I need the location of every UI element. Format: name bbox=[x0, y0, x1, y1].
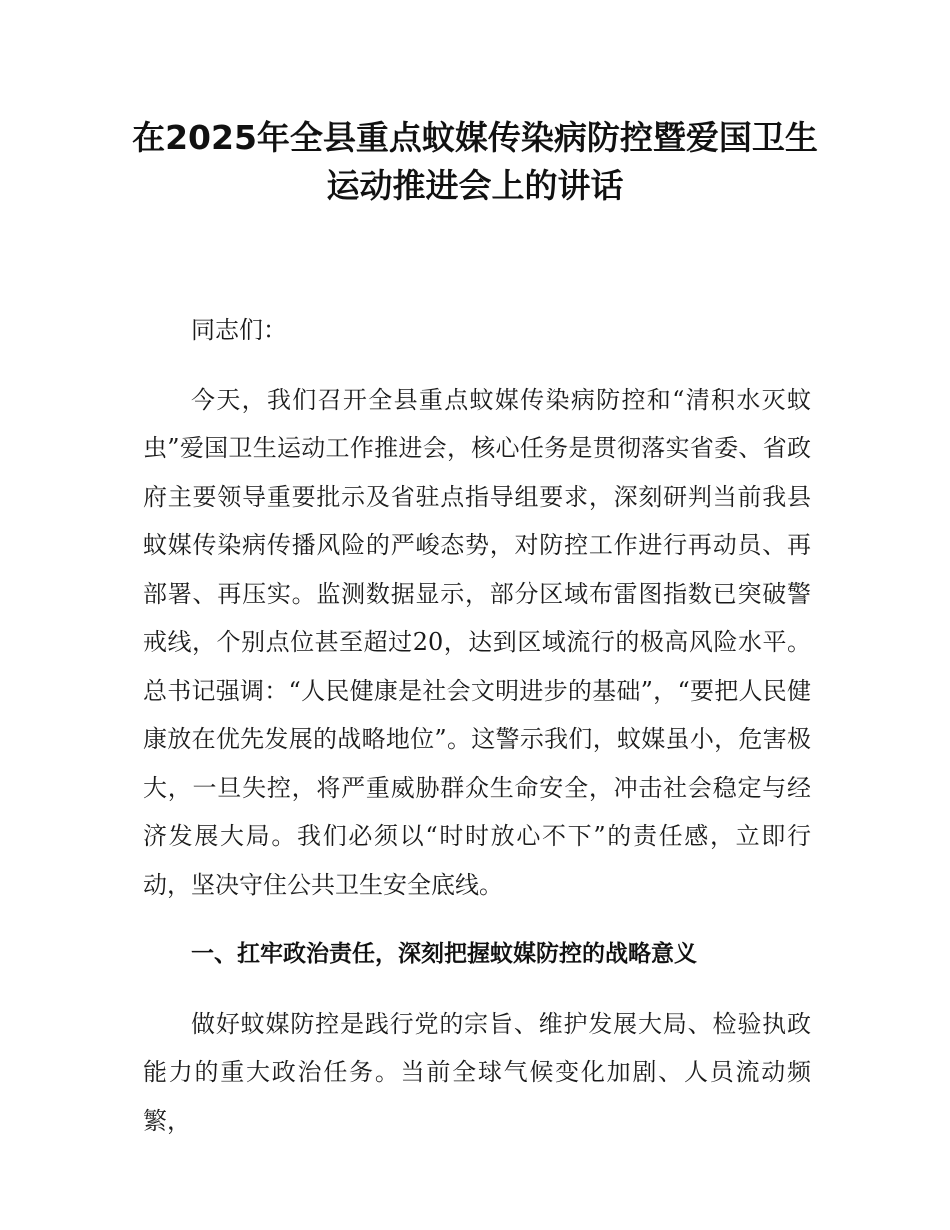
paragraph-intro: 今天，我们召开全县重点蚊媒传染病防控和“清积水灭蚊虫”爱国卫生运动工作推进会，核心任务是贯彻落实省委、省政府主要领导重要批示及省驻点指导组要求，深刻研判当前我县蚊媒传染病传播风险的严峻态势，对防控工作进行再动员、再部署、再压实。监测数据显示，部分区域布雷图指数已突破警戒线，个别点位甚至超过20，达到区域流行的极高风险水平。总书记强调：“人民健康是社会文明进步的基础”，“要把人民健康放在优先发展的战略地位”。这警示我们，蚊媒虽小，危害极大，一旦失控，将严重威胁群众生命安全，冲击社会稳定与经济发展大局。我们必须以“时时放心不下”的责任感，立即行动，坚决守住公共卫生安全底线。 bbox=[143, 385, 811, 899]
salutation: 同志们： bbox=[191, 316, 287, 344]
section-paragraph: 做好蚊媒防控是践行党的宗旨、维护发展大局、检验执政能力的重大政治任务。当前全球气候变化加剧、人员流动频繁， bbox=[143, 1009, 811, 1135]
section-heading: 一、扛牢政治责任，深刻把握蚊媒防控的战略意义 bbox=[191, 941, 697, 967]
document-body bbox=[143, 306, 811, 1166]
document-title: 在2025年全县重点蚊媒传染病防控暨爱国卫生运动推进会上的讲话 bbox=[132, 118, 818, 205]
